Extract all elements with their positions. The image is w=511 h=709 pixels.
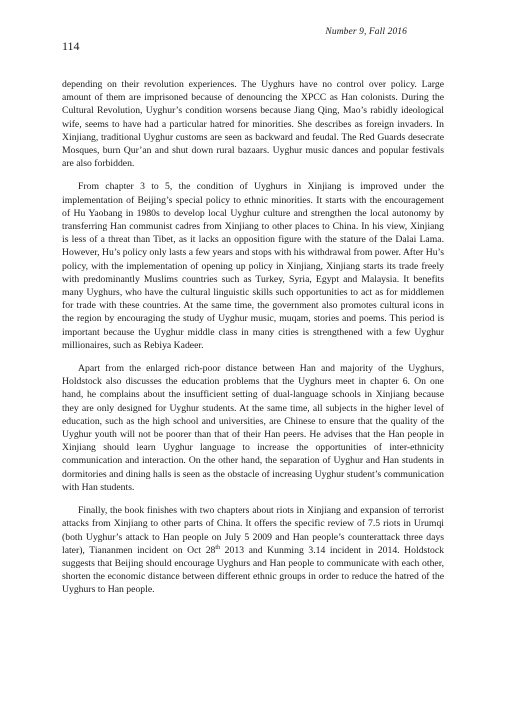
paragraph-4-text-before: Finally, the book finishes with two chapters about riots in Xinjiang and expansion of terrorist attacks from Xinjiang to other parts of China. It offers the specific review of 7.5 riots in Urumqi (both Uyghur’s attack to Han people on July 5 2009 and Han people’s counterattack three days later), Tiananmen incident on Oct 28 (62, 505, 444, 556)
paragraph-2: From chapter 3 to 5, the condition of Uyghurs in Xinjiang is improved under the implementation of Beijing’s special policy to ethnic minorities. It starts with the encouragement of Hu Yaobang in 1980s to develop local Uyghur culture and strengthen the local autonomy by transferring Han communist cadres from Xinjiang to other places to China. In his view, Xinjiang is less of a threat than Tibet, as it lacks an opposition figure with the stature of the Dalai Lama. However, Hu’s policy only lasts a few years and stops with his withdrawal from power. After Hu’s policy, with the implementation of opening up policy in Xinjiang, Xinjiang starts its trade freely with predominantly Muslims countries such as Turkey, Syria, Egypt and Malaysia. It benefits many Uyghurs, who have the cultural linguistic skills such opportunities to act as for middlemen for trade with these countries. At the same time, the government also promotes cultural icons in the region by encouraging the study of Uyghur music, muqam, stories and poems. This period is important because the Uyghur middle class in many cities is strengthened with a few Uyghur millionaires, such as Rebiya Kadeer. (62, 181, 444, 351)
paragraph-1: depending on their revolution experiences. The Uyghurs have no control over policy. Large amount of them are imprisoned because of denouncing the XPCC as Han colonists. During the Cultural Revolution, Uyghur’s condition worsens because Jiang Qing, Mao’s rabidly ideological wife, seems to have had a particular hatred for minorities. She describes as foreign invaders. In Xinjiang, traditional Uyghur customs are seen as backward and feudal. The Red Guards desecrate Mosques, burn Qur’an and shut down rural bazaars. Uyghur music dances and popular festivals are also forbidden. (62, 79, 444, 170)
paragraph-3: Apart from the enlarged rich-poor distance between Han and majority of the Uyghurs, Holdstock also discusses the education problems that the Uyghurs meet in chapter 6. On one hand, he complains about the insufficient setting of dual-language schools in Xinjiang because they are only designed for Uyghur students. At the same time, all subjects in the higher level of education, such as the high school and universities, are Chinese to ensure that the quality of the Uyghur youth will not be poorer than that of their Han peers. He advises that the Han people in Xinjiang should learn Uyghur language to increase the opportunities of inter-ethnicity communication and interaction. On the other hand, the separation of Uyghur and Han students in dormitories and dining halls is seen as the obstacle of increasing Uyghur student’s communication with Han students. (62, 363, 444, 493)
paragraph-4 (62, 504, 444, 596)
ordinal-superscript: th (215, 544, 221, 551)
page-number: 114 (62, 39, 80, 53)
paragraph-4-text-after: 2013 and Kunming 3.14 incident in 2014. Holdstock suggests that Beijing should encourage Uyghurs and Han people to communicate with each other, shorten the economic distance between different ethnic groups in order to reduce the hatred of the Uyghurs to Han people. (62, 544, 445, 596)
running-head: Number 9, Fall 2016 (325, 27, 407, 37)
body-text (62, 78, 444, 607)
